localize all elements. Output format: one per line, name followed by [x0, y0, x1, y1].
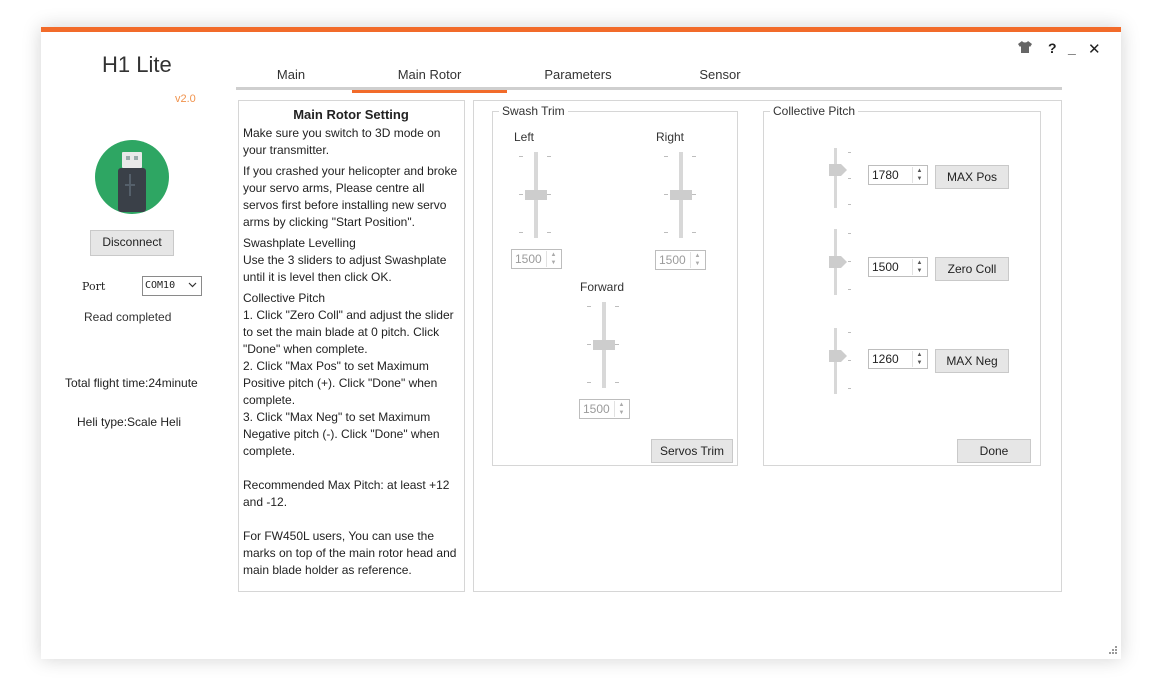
collective-pitch-group: [763, 104, 1041, 466]
resize-grip-icon[interactable]: [1107, 646, 1117, 656]
right-trim-value: 1500: [659, 253, 686, 267]
max-neg-slider[interactable]: [828, 328, 858, 394]
chevron-down-icon: [188, 280, 197, 289]
app-version: v2.0: [175, 93, 196, 105]
flight-time-text: Total flight time:24minute: [65, 376, 198, 390]
forward-trim-input: [579, 399, 630, 419]
instructions-paragraph: Make sure you switch to 3D mode on your transmitter.: [243, 126, 444, 157]
tab-sensor[interactable]: Sensor: [699, 67, 741, 82]
theme-shirt-icon[interactable]: [1017, 40, 1033, 54]
slider-thumb[interactable]: [829, 256, 847, 268]
spin-arrows: ▲ ▼: [546, 251, 560, 267]
right-trim-input: [655, 250, 706, 270]
right-trim-slider[interactable]: [661, 152, 699, 238]
swash-trim-title: Swash Trim: [499, 104, 568, 118]
spin-arrows[interactable]: ▲ ▼: [912, 351, 926, 367]
slider-thumb[interactable]: [670, 190, 692, 200]
app-title: H1 Lite: [102, 52, 172, 77]
tab-bar: [236, 65, 1062, 90]
port-select[interactable]: [142, 276, 202, 296]
max-pos-slider[interactable]: [828, 148, 858, 208]
instructions-paragraph: Swashplate Levelling Use the 3 sliders to adjust Swashplate until it is level then click OK.: [243, 236, 447, 284]
disconnect-button[interactable]: Disconnect: [90, 230, 174, 256]
heli-type-text: Heli type:Scale Heli: [77, 415, 182, 429]
max-pos-input[interactable]: [868, 165, 928, 185]
max-neg-input[interactable]: [868, 349, 928, 369]
left-trim-value: 1500: [515, 252, 542, 266]
zero-coll-button[interactable]: Zero Coll: [935, 257, 1009, 281]
slider-thumb[interactable]: [525, 190, 547, 200]
max-pos-button[interactable]: MAX Pos: [935, 165, 1009, 189]
servos-trim-button[interactable]: Servos Trim: [651, 439, 733, 463]
port-label: Port: [82, 280, 106, 293]
spin-arrows[interactable]: ▲ ▼: [912, 167, 926, 183]
help-button[interactable]: ?: [1048, 40, 1057, 56]
app-window: [41, 27, 1121, 659]
slider-thumb[interactable]: [829, 350, 847, 362]
instructions-panel: [238, 100, 465, 592]
instructions-paragraph: Collective Pitch 1. Click "Zero Coll" and adjust the slider to set the main blade at 0 pitch. Click "Done" when complete. 2. Click "Max Pos" to set Maximum Positive pitch (+). Click "Done" when complete. 3. Click "Max Neg" to set Maximum Negative pitch (-). Click "Done" when complete. Recommended Max Pitch: at least +12 and -12. For FW450L users, You can use the marks on top of the main rotor head and main blade holder as reference.: [243, 291, 457, 577]
slider-thumb[interactable]: [593, 340, 615, 350]
forward-trim-value: 1500: [583, 402, 610, 416]
status-text: Read completed: [84, 310, 172, 324]
forward-trim-slider[interactable]: [584, 302, 622, 388]
zero-coll-input[interactable]: [868, 257, 928, 277]
right-slider-label: Right: [656, 130, 685, 144]
done-button[interactable]: Done: [957, 439, 1031, 463]
tab-main-rotor[interactable]: Main Rotor: [352, 67, 507, 90]
left-trim-input: [511, 249, 562, 269]
spin-arrows[interactable]: ▲ ▼: [912, 259, 926, 275]
minimize-button[interactable]: _: [1068, 40, 1076, 56]
tab-parameters[interactable]: Parameters: [544, 67, 612, 82]
max-neg-button[interactable]: MAX Neg: [935, 349, 1009, 373]
zero-coll-slider[interactable]: [828, 229, 858, 295]
slider-thumb[interactable]: [829, 164, 847, 176]
forward-slider-label: Forward: [580, 280, 625, 294]
tab-main[interactable]: Main: [276, 67, 306, 82]
left-slider-label: Left: [514, 130, 535, 144]
spin-arrows: ▲ ▼: [614, 401, 628, 417]
collective-pitch-title: Collective Pitch: [770, 104, 858, 118]
zero-coll-value: 1500: [872, 260, 899, 274]
max-neg-value: 1260: [872, 352, 899, 366]
close-button[interactable]: ✕: [1088, 41, 1101, 58]
instructions-paragraph: If you crashed your helicopter and broke your servo arms, Please centre all servos first before installing new servo arms by clicking "Start Position".: [243, 164, 461, 229]
instructions-title: Main Rotor Setting: [293, 107, 409, 122]
main-rotor-panel: [473, 100, 1062, 592]
port-select-value: COM10: [145, 280, 176, 291]
max-pos-value: 1780: [872, 168, 899, 182]
spin-arrows: ▲ ▼: [690, 252, 704, 268]
usb-device-icon: [95, 140, 169, 214]
left-trim-slider[interactable]: [516, 152, 554, 238]
swash-trim-group: [492, 104, 738, 466]
